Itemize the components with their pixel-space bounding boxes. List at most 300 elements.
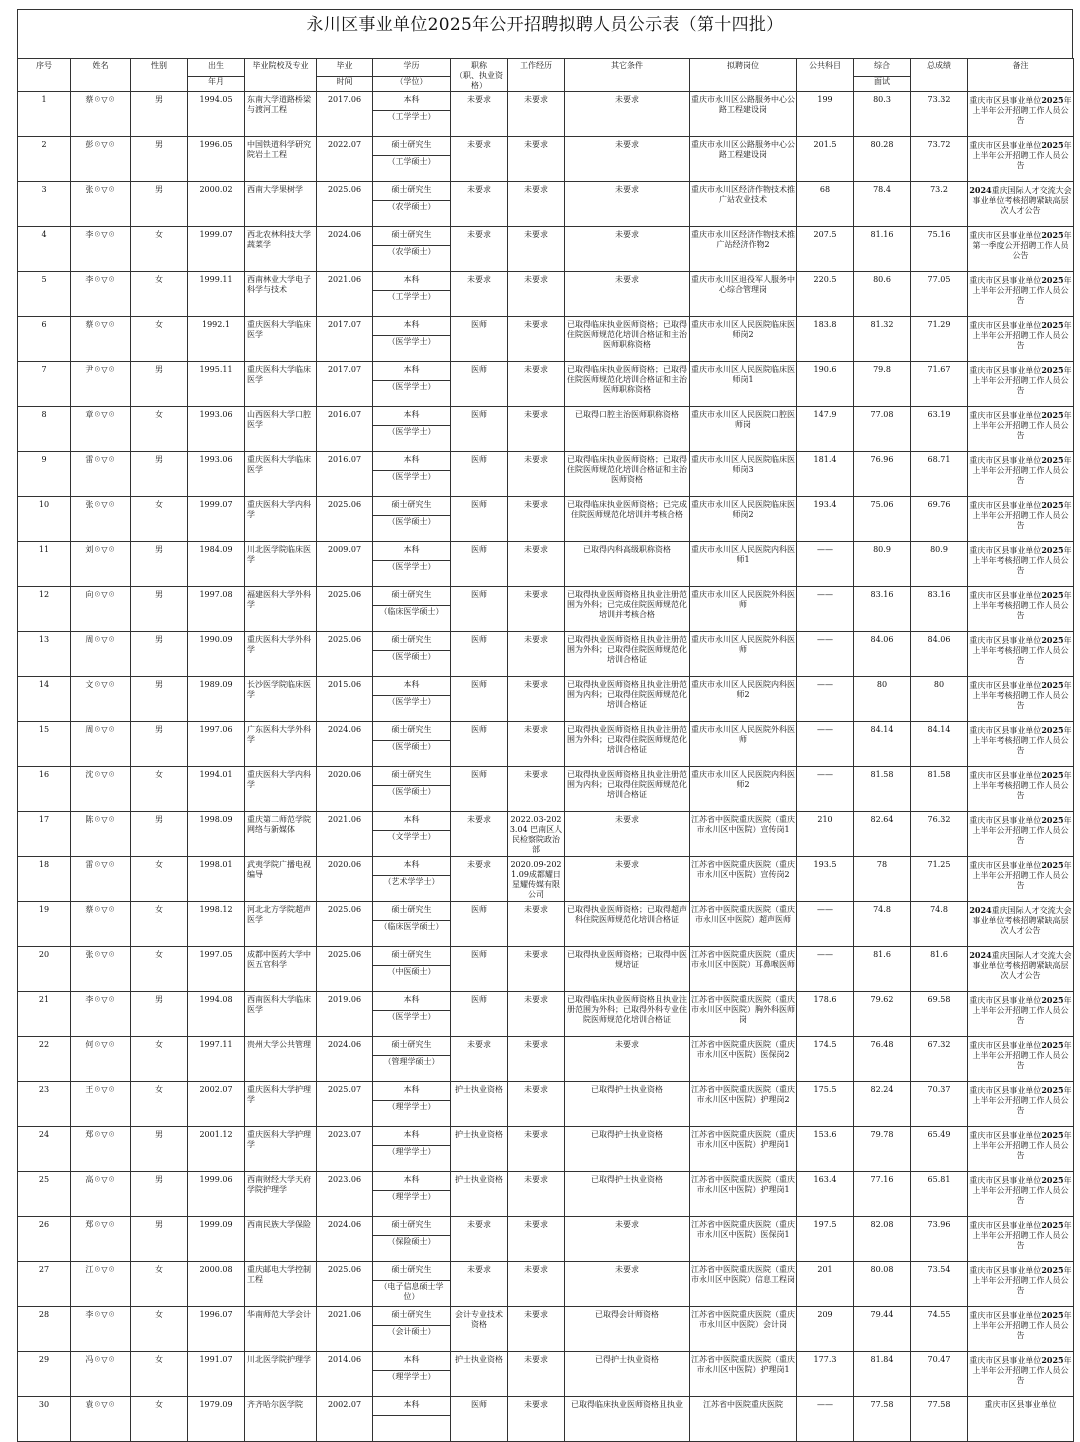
cell-interview: 79.78 xyxy=(854,1127,911,1172)
cell-other: 未要求 xyxy=(565,182,690,227)
cell-name: 蔡☉▽☉ xyxy=(71,902,131,947)
cell-gender: 男 xyxy=(131,542,188,587)
cell-other: 未要求 xyxy=(565,1262,690,1307)
cell-remark: 重庆市区县事业单位2025年上半年公开招聘工作人员公告 xyxy=(968,857,1074,902)
cell-gender: 女 xyxy=(131,317,188,362)
cell-edu: 硕士研究生 xyxy=(373,722,451,741)
header-title-top: 职称 xyxy=(471,61,487,70)
cell-other: 未要求 xyxy=(565,1217,690,1262)
cell-seq: 25 xyxy=(18,1172,71,1217)
cell-grad: 2015.06 xyxy=(317,677,373,722)
cell-post: 重庆市永川区人民医院内科医师2 xyxy=(690,677,797,722)
cell-grad: 2025.06 xyxy=(317,632,373,677)
cell-gender: 女 xyxy=(131,902,188,947)
cell-gender: 男 xyxy=(131,722,188,767)
cell-remark: 重庆市区县事业单位2025年上半年考核招聘工作人员公告 xyxy=(968,632,1074,677)
cell-title: 未要求 xyxy=(451,857,508,902)
cell-post: 重庆市永川区人民医院内科医师2 xyxy=(690,767,797,812)
cell-degree: （理学学士） xyxy=(373,1101,451,1127)
cell-title: 未要求 xyxy=(451,92,508,137)
cell-grad: 2020.06 xyxy=(317,857,373,902)
cell-gender: 男 xyxy=(131,92,188,137)
cell-title: 未要求 xyxy=(451,272,508,317)
cell-total: 73.72 xyxy=(911,137,968,182)
cell-public-score: 201.5 xyxy=(797,137,854,182)
cell-seq: 4 xyxy=(18,227,71,272)
table-row xyxy=(18,1082,1074,1101)
cell-birth: 1997.11 xyxy=(188,1037,245,1082)
cell-total: 73.54 xyxy=(911,1262,968,1307)
header-school: 毕业院校及专业 xyxy=(245,59,317,92)
cell-name: 陈☉▽☉ xyxy=(71,812,131,857)
cell-school: 武夷学院广播电视编导 xyxy=(245,857,317,902)
cell-seq: 1 xyxy=(18,92,71,137)
cell-title: 医师 xyxy=(451,497,508,542)
cell-remark: 重庆市区县事业单位2025年上半年公开招聘工作人员公告 xyxy=(968,1172,1074,1217)
cell-name: 张☉▽☉ xyxy=(71,497,131,542)
cell-total: 70.37 xyxy=(911,1082,968,1127)
cell-public-score: —— xyxy=(797,722,854,767)
cell-name: 雷☉▽☉ xyxy=(71,857,131,902)
cell-title: 未要求 xyxy=(451,1217,508,1262)
cell-interview: 81.16 xyxy=(854,227,911,272)
table-row xyxy=(18,992,1074,1011)
cell-edu: 本科 xyxy=(373,317,451,336)
cell-other: 已得护士执业资格 xyxy=(565,1352,690,1397)
cell-seq: 10 xyxy=(18,497,71,542)
cell-name: 李☉▽☉ xyxy=(71,1307,131,1352)
cell-total: 65.81 xyxy=(911,1172,968,1217)
cell-gender: 男 xyxy=(131,362,188,407)
cell-seq: 2 xyxy=(18,137,71,182)
cell-grad: 2025.07 xyxy=(317,1082,373,1127)
cell-post: 江苏省中医院重庆医院（重庆市永川区中医院）宣传岗1 xyxy=(690,812,797,857)
cell-interview: 84.14 xyxy=(854,722,911,767)
cell-total: 80.9 xyxy=(911,542,968,587)
cell-grad: 2024.06 xyxy=(317,1037,373,1082)
cell-post: 重庆市永川区人民医院外科医师 xyxy=(690,722,797,767)
cell-total: 73.96 xyxy=(911,1217,968,1262)
cell-degree: （电子信息硕士学位） xyxy=(373,1281,451,1307)
cell-exp: 未要求 xyxy=(508,452,565,497)
cell-gender: 女 xyxy=(131,1307,188,1352)
cell-school: 西南林业大学电子科学与技术 xyxy=(245,272,317,317)
cell-title: 医师 xyxy=(451,902,508,947)
cell-birth: 2000.02 xyxy=(188,182,245,227)
cell-seq: 15 xyxy=(18,722,71,767)
cell-public-score: —— xyxy=(797,542,854,587)
header-remark: 备注 xyxy=(968,59,1074,92)
cell-school: 中国铁道科学研究院岩土工程 xyxy=(245,137,317,182)
cell-degree: （保险硕士） xyxy=(373,1236,451,1262)
cell-name: 李☉▽☉ xyxy=(71,272,131,317)
cell-grad: 2025.06 xyxy=(317,902,373,947)
cell-public-score: —— xyxy=(797,947,854,992)
cell-public-score: 68 xyxy=(797,182,854,227)
cell-school: 西南财经大学天府学院护理学 xyxy=(245,1172,317,1217)
cell-edu: 本科 xyxy=(373,362,451,381)
cell-post: 江苏省中医院重庆医院（重庆市永川区中医院）耳鼻喉医师 xyxy=(690,947,797,992)
cell-interview: 79.44 xyxy=(854,1307,911,1352)
cell-gender: 女 xyxy=(131,407,188,452)
cell-seq: 9 xyxy=(18,452,71,497)
cell-edu: 本科 xyxy=(373,857,451,876)
cell-public-score: 178.6 xyxy=(797,992,854,1037)
cell-name: 张☉▽☉ xyxy=(71,947,131,992)
cell-degree: （医学学士） xyxy=(373,1011,451,1037)
cell-remark: 重庆市区县事业单位2025年上半年公开招聘工作人员公告 xyxy=(968,137,1074,182)
cell-public-score: 181.4 xyxy=(797,452,854,497)
table-row xyxy=(18,947,1074,966)
cell-remark: 重庆市区县事业单位2025年上半年考核招聘工作人员公告 xyxy=(968,542,1074,587)
cell-interview: 81.58 xyxy=(854,767,911,812)
cell-seq: 30 xyxy=(18,1397,71,1442)
cell-total: 63.19 xyxy=(911,407,968,452)
cell-total: 73.32 xyxy=(911,92,968,137)
header-edu-top: 学历 xyxy=(373,59,451,77)
cell-interview: 84.06 xyxy=(854,632,911,677)
cell-interview: 77.16 xyxy=(854,1172,911,1217)
cell-degree: （工学学士） xyxy=(373,291,451,317)
cell-total: 75.16 xyxy=(911,227,968,272)
cell-gender: 男 xyxy=(131,632,188,677)
cell-name: 张☉▽☉ xyxy=(71,182,131,227)
cell-name: 尹☉▽☉ xyxy=(71,362,131,407)
cell-birth: 1996.05 xyxy=(188,137,245,182)
cell-public-score: 153.6 xyxy=(797,1127,854,1172)
header-title-bottom: （职、执业资格） xyxy=(455,71,503,90)
cell-gender: 男 xyxy=(131,992,188,1037)
cell-birth: 2001.12 xyxy=(188,1127,245,1172)
cell-school: 重庆医科大学临床医学 xyxy=(245,362,317,407)
header-other: 其它条件 xyxy=(565,59,690,92)
cell-edu: 本科 xyxy=(373,812,451,831)
cell-title: 护士执业资格 xyxy=(451,1172,508,1217)
cell-remark: 重庆市区县事业单位2025年第一季度公开招聘工作人员公告 xyxy=(968,227,1074,272)
table-row xyxy=(18,1217,1074,1236)
cell-school: 山西医科大学口腔医学 xyxy=(245,407,317,452)
cell-exp: 未要求 xyxy=(508,947,565,992)
cell-remark: 2024重庆国际人才交流大会事业单位考核招聘紧缺高层次人才公告 xyxy=(968,947,1074,992)
cell-interview: 80.6 xyxy=(854,272,911,317)
cell-gender: 男 xyxy=(131,677,188,722)
cell-birth: 1994.01 xyxy=(188,767,245,812)
cell-grad: 2021.06 xyxy=(317,1307,373,1352)
cell-school: 重庆医科大学外科学 xyxy=(245,632,317,677)
cell-birth: 1994.05 xyxy=(188,92,245,137)
table-row xyxy=(18,722,1074,741)
cell-edu: 本科 xyxy=(373,1352,451,1371)
cell-grad: 2025.06 xyxy=(317,947,373,992)
cell-grad: 2025.06 xyxy=(317,587,373,632)
cell-public-score: 209 xyxy=(797,1307,854,1352)
table-row xyxy=(18,812,1074,831)
header-grad-bottom: 时间 xyxy=(317,76,373,91)
cell-edu: 硕士研究生 xyxy=(373,632,451,651)
cell-other: 已取得执业医师资格且执业注册范围为外科；已取得住院医师规范化培训合格证 xyxy=(565,722,690,767)
cell-post: 重庆市永川区经济作物技术推广站经济作物2 xyxy=(690,227,797,272)
cell-degree: （医学学士） xyxy=(373,426,451,452)
cell-interview: 82.64 xyxy=(854,812,911,857)
cell-birth: 1999.09 xyxy=(188,1217,245,1262)
cell-seq: 3 xyxy=(18,182,71,227)
cell-post: 重庆市永川区经济作物技术推广站农业技术 xyxy=(690,182,797,227)
cell-exp: 未要求 xyxy=(508,317,565,362)
cell-remark: 重庆市区县事业单位 xyxy=(968,1397,1074,1442)
cell-seq: 16 xyxy=(18,767,71,812)
cell-exp: 未要求 xyxy=(508,992,565,1037)
cell-public-score: —— xyxy=(797,677,854,722)
cell-public-score: 201 xyxy=(797,1262,854,1307)
cell-grad: 2016.07 xyxy=(317,407,373,452)
cell-name: 雷☉▽☉ xyxy=(71,452,131,497)
cell-gender: 男 xyxy=(131,812,188,857)
cell-school: 川北医学院护理学 xyxy=(245,1352,317,1397)
cell-total: 69.58 xyxy=(911,992,968,1037)
cell-birth: 1999.07 xyxy=(188,227,245,272)
cell-edu: 本科 xyxy=(373,92,451,111)
cell-title: 会计专业技术资格 xyxy=(451,1307,508,1352)
cell-seq: 6 xyxy=(18,317,71,362)
cell-public-score: 220.5 xyxy=(797,272,854,317)
cell-remark: 重庆市区县事业单位2025年上半年考核招聘工作人员公告 xyxy=(968,767,1074,812)
cell-edu: 硕士研究生 xyxy=(373,227,451,246)
cell-title: 医师 xyxy=(451,317,508,362)
cell-gender: 女 xyxy=(131,272,188,317)
cell-total: 68.71 xyxy=(911,452,968,497)
table-row xyxy=(18,902,1074,921)
cell-birth: 1991.07 xyxy=(188,1352,245,1397)
cell-degree: （理学学士） xyxy=(373,1191,451,1217)
cell-post: 江苏省中医院重庆医院（重庆市永川区中医院）医保岗1 xyxy=(690,1217,797,1262)
cell-school: 重庆邮电大学控制工程 xyxy=(245,1262,317,1307)
cell-remark: 重庆市区县事业单位2025年上半年公开招聘工作人员公告 xyxy=(968,1037,1074,1082)
cell-remark: 重庆市区县事业单位2025年上半年公开招聘工作人员公告 xyxy=(968,317,1074,362)
cell-remark: 重庆市区县事业单位2025年上半年公开招聘工作人员公告 xyxy=(968,992,1074,1037)
cell-exp: 未要求 xyxy=(508,497,565,542)
cell-interview: 78 xyxy=(854,857,911,902)
cell-total: 71.25 xyxy=(911,857,968,902)
cell-public-score: 174.5 xyxy=(797,1037,854,1082)
cell-title: 护士执业资格 xyxy=(451,1127,508,1172)
cell-interview: 81.6 xyxy=(854,947,911,992)
cell-name: 蔡☉▽☉ xyxy=(71,92,131,137)
cell-degree: （医学学士） xyxy=(373,696,451,722)
table-row xyxy=(18,407,1074,426)
cell-other: 已取得执业医师资格且执业注册范围为内科；已取得住院医师规范化培训合格证 xyxy=(565,677,690,722)
cell-edu: 硕士研究生 xyxy=(373,947,451,966)
cell-birth: 2002.07 xyxy=(188,1082,245,1127)
cell-birth: 1995.11 xyxy=(188,362,245,407)
cell-total: 70.47 xyxy=(911,1352,968,1397)
cell-name: 向☉▽☉ xyxy=(71,587,131,632)
cell-birth: 1992.1 xyxy=(188,317,245,362)
cell-interview: 75.06 xyxy=(854,497,911,542)
cell-other: 已取得临床执业医师资格；已取得住院医师规范化培训合格证和主治医师资格 xyxy=(565,452,690,497)
cell-exp: 未要求 xyxy=(508,1082,565,1127)
cell-title: 医师 xyxy=(451,992,508,1037)
cell-seq: 23 xyxy=(18,1082,71,1127)
cell-title: 未要求 xyxy=(451,1037,508,1082)
cell-interview: 80.28 xyxy=(854,137,911,182)
cell-degree: （医学硕士） xyxy=(373,651,451,677)
cell-gender: 男 xyxy=(131,1217,188,1262)
cell-school: 重庆医科大学临床医学 xyxy=(245,452,317,497)
cell-interview: 79.62 xyxy=(854,992,911,1037)
cell-public-score: —— xyxy=(797,587,854,632)
table-header xyxy=(18,59,1074,92)
cell-name: 周☉▽☉ xyxy=(71,632,131,677)
cell-school: 西南民族大学保险 xyxy=(245,1217,317,1262)
cell-other: 已取得临床执业医师资格；已完成住院医师规范化培训并考核合格 xyxy=(565,497,690,542)
cell-public-score: 197.5 xyxy=(797,1217,854,1262)
cell-degree: （管理学硕士） xyxy=(373,1056,451,1082)
cell-grad: 2009.07 xyxy=(317,542,373,587)
cell-school: 齐齐哈尔医学院 xyxy=(245,1397,317,1442)
cell-birth: 1999.07 xyxy=(188,497,245,542)
cell-other: 未要求 xyxy=(565,137,690,182)
cell-degree: （文学学士） xyxy=(373,831,451,857)
cell-exp: 未要求 xyxy=(508,1262,565,1307)
table-row xyxy=(18,272,1074,291)
cell-other: 未要求 xyxy=(565,92,690,137)
cell-remark: 重庆市区县事业单位2025年上半年公开招聘工作人员公告 xyxy=(968,812,1074,857)
header-birth-top: 出生 xyxy=(188,59,245,77)
cell-degree: （艺术学学士） xyxy=(373,876,451,902)
cell-gender: 男 xyxy=(131,182,188,227)
cell-edu: 硕士研究生 xyxy=(373,902,451,921)
cell-edu: 本科 xyxy=(373,992,451,1011)
cell-public-score: 147.9 xyxy=(797,407,854,452)
cell-title: 医师 xyxy=(451,947,508,992)
cell-post: 江苏省中医院重庆医院（重庆市永川区中医院）护理岗1 xyxy=(690,1352,797,1397)
table-row xyxy=(18,362,1074,381)
header-total: 总成绩 xyxy=(911,59,968,92)
cell-remark: 重庆市区县事业单位2025年上半年公开招聘工作人员公告 xyxy=(968,1352,1074,1397)
cell-public-score: 190.6 xyxy=(797,362,854,407)
cell-name: 彭☉▽☉ xyxy=(71,137,131,182)
table-row xyxy=(18,92,1074,111)
cell-degree: （医学学士） xyxy=(373,471,451,497)
cell-post: 重庆市永川区人民医院外科医师 xyxy=(690,587,797,632)
cell-title: 护士执业资格 xyxy=(451,1082,508,1127)
table-body xyxy=(18,92,1074,1442)
cell-total: 74.55 xyxy=(911,1307,968,1352)
cell-degree: （医学学士） xyxy=(373,561,451,587)
cell-exp: 未要求 xyxy=(508,677,565,722)
cell-birth: 1989.09 xyxy=(188,677,245,722)
cell-remark: 重庆市区县事业单位2025年上半年考核招聘工作人员公告 xyxy=(968,587,1074,632)
cell-other: 已取得护士执业资格 xyxy=(565,1082,690,1127)
table-row xyxy=(18,1397,1074,1416)
cell-total: 84.14 xyxy=(911,722,968,767)
cell-seq: 27 xyxy=(18,1262,71,1307)
cell-interview: 78.4 xyxy=(854,182,911,227)
cell-grad: 2017.07 xyxy=(317,317,373,362)
cell-grad: 2020.06 xyxy=(317,767,373,812)
cell-post: 江苏省中医院重庆医院（重庆市永川区中医院）护理岗1 xyxy=(690,1172,797,1217)
cell-remark: 重庆市区县事业单位2025年上半年公开招聘工作人员公告 xyxy=(968,362,1074,407)
cell-edu: 硕士研究生 xyxy=(373,497,451,516)
table-row xyxy=(18,1172,1074,1191)
cell-seq: 22 xyxy=(18,1037,71,1082)
cell-school: 重庆第二师范学院网络与新媒体 xyxy=(245,812,317,857)
cell-public-score: —— xyxy=(797,632,854,677)
cell-remark: 重庆市区县事业单位2025年上半年公开招聘工作人员公告 xyxy=(968,92,1074,137)
cell-name: 高☉▽☉ xyxy=(71,1172,131,1217)
cell-post: 重庆市永川区人民医院临床医师岗2 xyxy=(690,317,797,362)
cell-other: 已取得临床执业医师资格；已取得住院医师规范化培训合格证和主治医师职称资格 xyxy=(565,362,690,407)
cell-title: 医师 xyxy=(451,767,508,812)
cell-seq: 19 xyxy=(18,902,71,947)
cell-school: 西南医科大学临床医学 xyxy=(245,992,317,1037)
title-box xyxy=(17,9,1073,58)
cell-other: 已取得口腔主治医师职称资格 xyxy=(565,407,690,452)
cell-post: 重庆市永川区人民医院外科医师 xyxy=(690,632,797,677)
cell-degree: （医学学士） xyxy=(373,381,451,407)
cell-exp: 未要求 xyxy=(508,632,565,677)
cell-total: 80 xyxy=(911,677,968,722)
cell-title: 护士执业资格 xyxy=(451,1352,508,1397)
cell-other: 已取得执业医师资格且执业注册范围为外科；已取得住院医师规范化培训合格证 xyxy=(565,632,690,677)
cell-total: 65.49 xyxy=(911,1127,968,1172)
cell-degree: （理学学士） xyxy=(373,1371,451,1397)
cell-school: 贵州大学公共管理 xyxy=(245,1037,317,1082)
cell-title: 医师 xyxy=(451,632,508,677)
cell-post: 江苏省中医院重庆医院（重庆市永川区中医院）超声医师 xyxy=(690,902,797,947)
cell-total: 71.67 xyxy=(911,362,968,407)
cell-school: 成都中医药大学中医五官科学 xyxy=(245,947,317,992)
cell-name: 刘☉▽☉ xyxy=(71,542,131,587)
cell-name: 文☉▽☉ xyxy=(71,677,131,722)
cell-degree: （医学学士） xyxy=(373,336,451,362)
cell-seq: 20 xyxy=(18,947,71,992)
cell-interview: 83.16 xyxy=(854,587,911,632)
cell-seq: 24 xyxy=(18,1127,71,1172)
cell-total: 69.76 xyxy=(911,497,968,542)
cell-gender: 男 xyxy=(131,1127,188,1172)
cell-edu: 硕士研究生 xyxy=(373,767,451,786)
cell-interview: 76.48 xyxy=(854,1037,911,1082)
header-gender: 性别 xyxy=(131,59,188,92)
cell-seq: 28 xyxy=(18,1307,71,1352)
cell-degree: （临床医学硕士） xyxy=(373,606,451,632)
cell-public-score: 163.4 xyxy=(797,1172,854,1217)
cell-birth: 2000.08 xyxy=(188,1262,245,1307)
cell-exp: 未要求 xyxy=(508,767,565,812)
cell-public-score: 175.5 xyxy=(797,1082,854,1127)
cell-seq: 29 xyxy=(18,1352,71,1397)
cell-school: 川北医学院临床医学 xyxy=(245,542,317,587)
cell-seq: 17 xyxy=(18,812,71,857)
cell-grad: 2024.06 xyxy=(317,722,373,767)
cell-name: 沈☉▽☉ xyxy=(71,767,131,812)
cell-edu: 本科 xyxy=(373,452,451,471)
cell-title: 未要求 xyxy=(451,137,508,182)
table-row xyxy=(18,182,1074,201)
cell-degree: （中医硕士） xyxy=(373,966,451,992)
cell-birth: 1993.06 xyxy=(188,407,245,452)
cell-post: 江苏省中医院重庆医院（重庆市永川区中医院）护理岗2 xyxy=(690,1082,797,1127)
cell-degree: （医学硕士） xyxy=(373,786,451,812)
cell-interview: 77.08 xyxy=(854,407,911,452)
cell-grad: 2024.06 xyxy=(317,227,373,272)
table-row xyxy=(18,317,1074,336)
cell-interview: 82.24 xyxy=(854,1082,911,1127)
cell-exp: 未要求 xyxy=(508,1172,565,1217)
cell-exp: 未要求 xyxy=(508,272,565,317)
cell-exp: 2022.03-2023.04 巴南区人民检察院政治部 xyxy=(508,812,565,857)
